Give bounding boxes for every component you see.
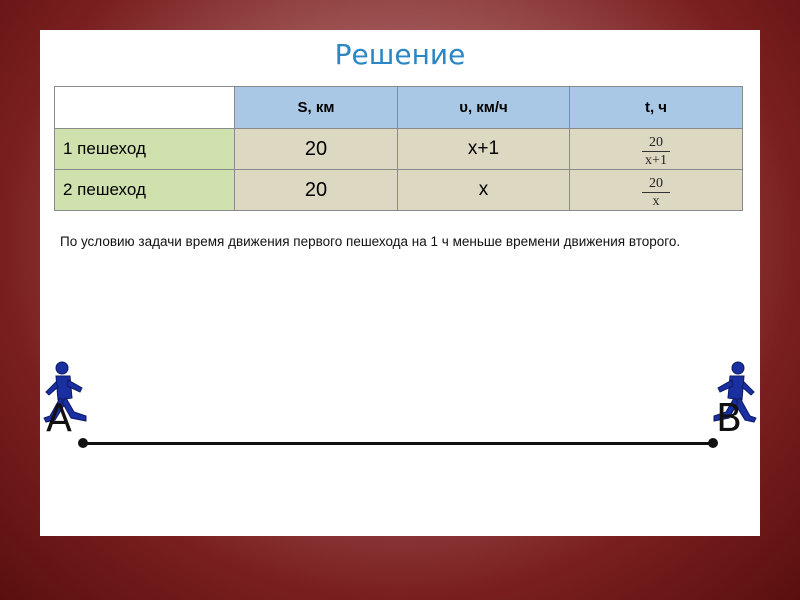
header-speed: υ, км/ч xyxy=(398,87,570,129)
point-b-label: B xyxy=(716,396,743,440)
fraction-bar xyxy=(642,151,670,152)
table-row xyxy=(55,129,743,170)
fraction-numerator: 20 xyxy=(649,176,663,191)
condition-note: По условию задачи время движения первого пешехода на 1 ч меньше времени движения второго. xyxy=(60,234,681,249)
solution-table xyxy=(54,86,743,211)
time-cell xyxy=(570,170,743,211)
table-row xyxy=(55,170,743,211)
distance-cell: 20 xyxy=(235,129,398,170)
distance-cell: 20 xyxy=(235,170,398,211)
speed-cell: x xyxy=(398,170,570,211)
fraction-numerator: 20 xyxy=(649,135,663,150)
time-fraction xyxy=(642,176,670,209)
header-time: t, ч xyxy=(570,87,743,129)
point-a-dot xyxy=(78,438,88,448)
fraction-denominator: x xyxy=(652,194,660,209)
point-a-label: A xyxy=(46,396,72,440)
time-fraction xyxy=(642,135,670,168)
slide xyxy=(40,30,760,536)
row-label: 2 пешеход xyxy=(55,170,235,211)
fraction-denominator: x+1 xyxy=(645,153,667,168)
header-distance: S, км xyxy=(235,87,398,129)
road-line xyxy=(83,442,713,445)
slide-title: Решение xyxy=(334,38,466,71)
fraction-bar xyxy=(642,192,670,193)
time-cell xyxy=(570,129,743,170)
row-label: 1 пешеход xyxy=(55,129,235,170)
header-blank xyxy=(55,87,235,129)
speed-cell: x+1 xyxy=(398,129,570,170)
table-header-row xyxy=(55,87,743,129)
